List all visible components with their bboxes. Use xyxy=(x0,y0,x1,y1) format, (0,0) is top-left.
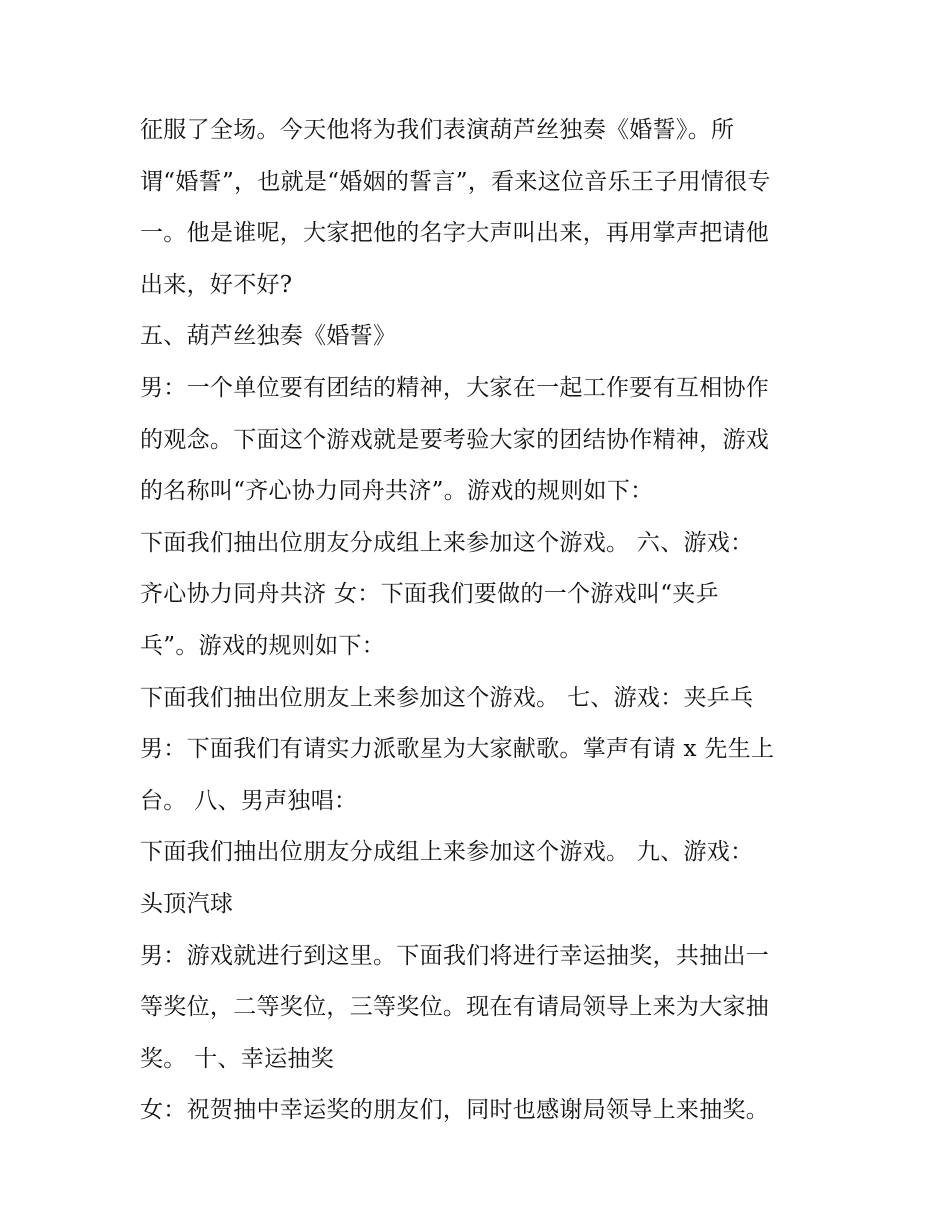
text-line: 女：祝贺抽中幸运奖的朋友们，同时也感谢局领导上来抽奖。 xyxy=(140,1097,770,1124)
text-line: 男：下面我们有请实力派歌星为大家献歌。掌声有请 x 先生上 xyxy=(140,736,775,763)
text-line: 的名称叫“齐心协力同舟共济”。游戏的规则如下： xyxy=(140,478,654,505)
text-line: 下面我们抽出位朋友上来参加这个游戏。 七、游戏：夹乒乓 xyxy=(140,684,754,711)
text-line: 下面我们抽出位朋友分成组上来参加这个游戏。 九、游戏： xyxy=(140,839,754,866)
text-line: 一。他是谁呢，大家把他的名字大声叫出来，再用掌声把请他 xyxy=(140,220,770,247)
document-body xyxy=(140,105,820,1137)
text-line: 奖。 十、幸运抽奖 xyxy=(140,1045,335,1072)
section-heading: 五、葫芦丝独奏《婚誓》 xyxy=(140,323,397,350)
text-line: 的观念。下面这个游戏就是要考验大家的团结协作精神，游戏 xyxy=(140,426,770,453)
text-line: 头顶汽球 xyxy=(140,890,234,917)
text-line: 男：一个单位要有团结的精神，大家在一起工作要有互相协作 xyxy=(140,374,770,401)
text-line: 出来，好不好? xyxy=(140,271,293,298)
text-line: 男：游戏就进行到这里。下面我们将进行幸运抽奖，共抽出一 xyxy=(140,942,770,969)
text-line: 齐心协力同舟共济 女：下面我们要做的一个游戏叫“夹乒 xyxy=(140,581,719,608)
text-line: 下面我们抽出位朋友分成组上来参加这个游戏。 六、游戏： xyxy=(140,529,754,556)
text-line: 等奖位，二等奖位，三等奖位。现在有请局领导上来为大家抽 xyxy=(140,994,770,1021)
text-line: 谓“婚誓”，也就是“婚姻的誓言”，看来这位音乐王子用情很专 xyxy=(140,168,771,195)
text-line: 台。 八、男声独唱： xyxy=(140,787,358,814)
text-line: 乓”。游戏的规则如下： xyxy=(140,632,386,659)
text-line: 征服了全场。今天他将为我们表演葫芦丝独奏《婚誓》。所 xyxy=(140,117,735,143)
